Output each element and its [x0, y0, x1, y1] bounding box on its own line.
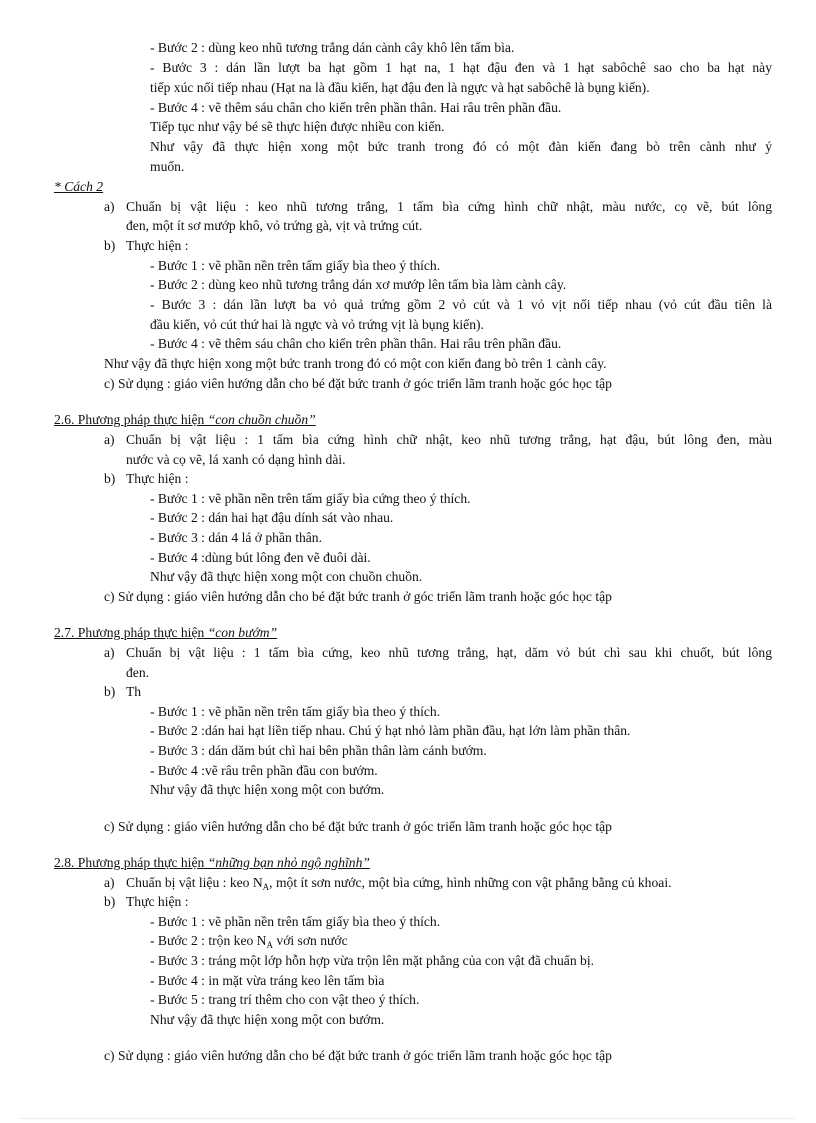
text-part: , một ít sơn nước, một bìa cứng, hình những con vật phẳng bằng củ khoai. [269, 875, 672, 890]
text-line: - Bước 2 : dùng keo nhũ tương trắng dán cành cây khô lên tấm bìa. [150, 40, 515, 55]
page-bottom-divider [20, 1118, 796, 1119]
text-line: Như vậy đã thực hiện xong một bức tranh trong đó có một con kiến đang bò trên 1 cành cây. [104, 356, 607, 371]
heading-prefix: 2.8. Phương pháp thực hiện [54, 855, 208, 870]
text-line: - Bước 3 : dán dăm bút chì hai bên phần thân làm cánh bướm. [150, 743, 487, 758]
heading-title: “những bạn nhỏ ngộ nghĩnh” [207, 855, 370, 870]
list-marker: a) [104, 432, 115, 447]
text-line: - Bước 3 : dán lần lượt ba hạt gồm 1 hạt na, 1 hạt đậu đen và 1 hạt sabôchê sao cho ba hạt này [150, 60, 772, 75]
text-line [126, 874, 672, 893]
text-line: - Bước 4 : in mặt vừa tráng keo lên tấm bìa [150, 973, 385, 988]
text-line: Chuẩn bị vật liệu : keo nhũ tương trắng, 1 tấm bìa cứng hình chữ nhật, màu nước, cọ vẽ, bút lông [126, 199, 772, 214]
text-line: - Bước 4 :dùng bút lông đen vẽ đuôi dài. [150, 550, 371, 565]
text-line: - Bước 3 : dán lần lượt ba vỏ quả trứng gồm 2 vỏ cút và 1 vỏ vịt nối tiếp nhau (vỏ cút đầu tiên là [150, 297, 772, 312]
text-line: Tiếp tục như vậy bé sẽ thực hiện được nhiều con kiến. [150, 119, 445, 134]
text-line: - Bước 4 :vẽ râu trên phần đầu con bướm. [150, 763, 378, 778]
text-line [150, 932, 348, 951]
heading-title: “con bướm” [207, 625, 278, 640]
text-line: Chuẩn bị vật liệu : 1 tấm bìa cứng, keo nhũ tương trắng, hạt, dăm vỏ bút chì sau khi chuốt, bút lông [126, 645, 772, 660]
text-line: tiếp xúc nối tiếp nhau (Hạt na là đầu kiến, hạt đậu đen là ngực và hạt sabôchê là bụng kiến). [150, 80, 650, 95]
text-line: - Bước 2 :dán hai hạt liền tiếp nhau. Chú ý hạt nhỏ làm phần đầu, hạt lớn làm phần thân. [150, 723, 631, 738]
text-line: Th [126, 684, 142, 699]
text-line: đen. [126, 665, 150, 680]
section-heading-2-7 [54, 624, 277, 643]
text-part: với sơn nước [273, 933, 348, 948]
text-line: - Bước 5 : trang trí thêm cho con vật theo ý thích. [150, 992, 420, 1007]
text-line: muốn. [150, 159, 185, 174]
text-line: - Bước 4 : vẽ thêm sáu chân cho kiến trên phần thân. Hai râu trên phần đầu. [150, 336, 562, 351]
section-heading-2-8 [54, 854, 370, 873]
text-line: - Bước 3 : tráng một lớp hỗn hợp vừa trộn lên mặt phẳng của con vật đã chuẩn bị. [150, 953, 595, 968]
heading-prefix: 2.7. Phương pháp thực hiện [54, 625, 208, 640]
list-marker: b) [104, 684, 116, 699]
list-marker: a) [104, 645, 115, 660]
text-line: Thực hiện : [126, 238, 189, 253]
heading-title: “con chuồn chuồn” [207, 412, 316, 427]
section-heading-2-6 [54, 411, 316, 430]
section-heading: * Cách 2 [54, 179, 104, 194]
text-line: Như vậy đã thực hiện xong một con bướm. [150, 1012, 385, 1027]
text-line: Như vậy đã thực hiện xong một con bướm. [150, 782, 385, 797]
list-marker: b) [104, 238, 116, 253]
subscript: A [262, 882, 270, 892]
text-line: c) Sử dụng : giáo viên hướng dẫn cho bé đặt bức tranh ở góc triển lãm tranh hoặc góc học tập [104, 589, 612, 604]
text-line: - Bước 2 : dán hai hạt đậu dính sát vào nhau. [150, 510, 394, 525]
text-line: - Bước 1 : vẽ phần nền trên tấm giấy bìa theo ý thích. [150, 914, 441, 929]
text-line: - Bước 2 : dùng keo nhũ tương trắng dán xơ mướp lên tấm bìa làm cành cây. [150, 277, 567, 292]
text-line: Chuẩn bị vật liệu : 1 tấm bìa cứng hình chữ nhật, keo nhũ tương trắng, hạt đậu, bút lông đen, màu [126, 432, 772, 447]
text-line: - Bước 4 : vẽ thêm sáu chân cho kiến trên phần thân. Hai râu trên phần đầu. [150, 100, 562, 115]
text-line: - Bước 1 : vẽ phần nền trên tấm giấy bìa cứng theo ý thích. [150, 491, 471, 506]
text-line: c) Sử dụng : giáo viên hướng dẫn cho bé đặt bức tranh ở góc triển lãm tranh hoặc góc học tập [104, 819, 612, 834]
text-line: nước và cọ vẽ, lá xanh có dạng hình dài. [126, 452, 346, 467]
text-line: - Bước 1 : vẽ phần nền trên tấm giấy bìa theo ý thích. [150, 704, 441, 719]
text-line: Như vậy đã thực hiện xong một con chuồn chuồn. [150, 569, 423, 584]
text-line: Như vậy đã thực hiện xong một bức tranh trong đó có một đàn kiến đang bò trên cành như ý [150, 139, 772, 154]
list-marker: b) [104, 471, 116, 486]
list-marker: a) [104, 199, 115, 214]
text-line: - Bước 1 : vẽ phần nền trên tấm giấy bìa theo ý thích. [150, 258, 441, 273]
list-marker: b) [104, 894, 116, 909]
text-line: đầu kiến, vỏ cút thứ hai là ngực và vỏ trứng vịt là bụng kiến). [150, 317, 484, 332]
text-part: Chuẩn bị vật liệu : keo N [126, 875, 263, 890]
text-line: c) Sử dụng : giáo viên hướng dẫn cho bé đặt bức tranh ở góc triển lãm tranh hoặc góc học tập [104, 1048, 612, 1063]
text-part: - Bước 2 : trộn keo N [150, 933, 267, 948]
text-line: - Bước 3 : dán 4 lá ở phần thân. [150, 530, 322, 545]
text-line: đen, một ít sơ mướp khô, vỏ trứng gà, vịt và trứng cút. [126, 218, 423, 233]
list-marker: a) [104, 875, 115, 890]
text-line: Thực hiện : [126, 894, 189, 909]
heading-prefix: 2.6. Phương pháp thực hiện [54, 412, 208, 427]
text-line: Thực hiện : [126, 471, 189, 486]
subscript: A [266, 940, 273, 950]
text-line: c) Sử dụng : giáo viên hướng dẫn cho bé đặt bức tranh ở góc triển lãm tranh hoặc góc học tập [104, 376, 612, 391]
